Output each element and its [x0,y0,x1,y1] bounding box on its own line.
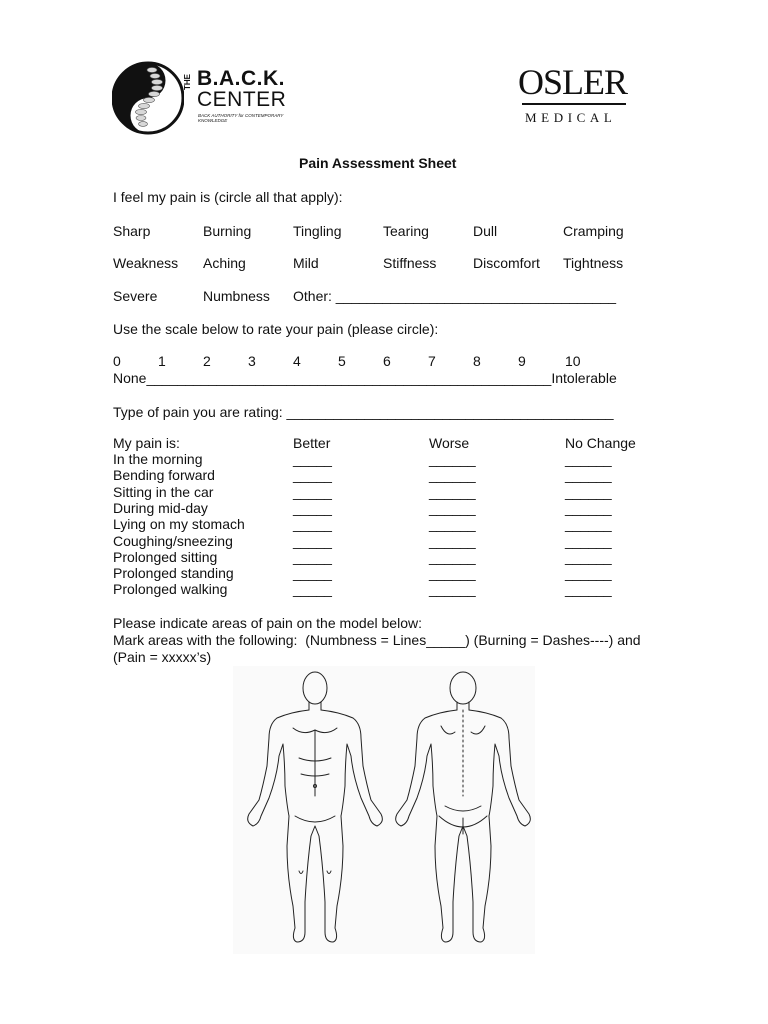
worse-blank[interactable]: ______ [429,499,476,516]
worse-blank[interactable]: ______ [429,467,476,484]
scale-line: None____________________________________________________Intolerable [113,370,617,386]
scale-1[interactable]: 1 [158,353,166,369]
mark-instructions-line2: (Pain = xxxxx’s) [113,649,212,665]
descriptor-mild[interactable]: Mild [293,255,319,271]
logo-back-text: B.A.C.K. [197,67,285,90]
mark-instructions-line1: Mark areas with the following: (Numbness = Lines_____) (Burning = Dashes----) and [113,632,641,648]
descriptor-other-field[interactable]: Other: ____________________________________ [293,288,617,304]
scale-6[interactable]: 6 [383,353,391,369]
worse-blank[interactable]: ______ [429,516,476,533]
worse-blank[interactable]: ______ [429,532,476,549]
worse-blank[interactable]: ______ [429,451,476,467]
table-header-worse: Worse [429,435,470,451]
scale-2[interactable]: 2 [203,353,211,369]
row-label: Bending forward [113,467,215,484]
row-label: Sitting in the car [113,483,214,500]
worse-blank[interactable]: ______ [429,581,476,598]
descriptor-tingling[interactable]: Tingling [293,223,342,239]
better-blank[interactable]: _____ [293,532,332,549]
no-change-blank[interactable]: ______ [565,451,612,467]
feel-prompt: I feel my pain is (circle all that apply): [113,189,343,205]
descriptor-burning[interactable]: Burning [203,223,252,239]
osler-rule [522,103,626,105]
osler-subtitle: MEDICAL [525,110,617,125]
page-title: Pain Assessment Sheet [299,155,457,171]
descriptor-numbness[interactable]: Numbness [203,288,270,304]
osler-name: OSLER [518,62,628,102]
descriptor-cramping[interactable]: Cramping [563,223,624,239]
row-label: Lying on my stomach [113,516,245,533]
worse-blank[interactable]: ______ [429,565,476,582]
table-header-my-pain: My pain is: [113,435,180,451]
better-blank[interactable]: _____ [293,467,332,484]
descriptor-tightness[interactable]: Tightness [563,255,624,271]
row-label: Coughing/sneezing [113,532,233,549]
spine-yin-yang-icon [112,58,184,138]
scale-10[interactable]: 10 [565,353,581,369]
worse-blank[interactable]: ______ [429,483,476,500]
scale-3[interactable]: 3 [248,353,256,369]
scale-8[interactable]: 8 [473,353,481,369]
no-change-blank[interactable]: ______ [565,581,612,598]
model-prompt: Please indicate areas of pain on the model below: [113,615,422,631]
descriptor-weakness[interactable]: Weakness [113,255,179,271]
descriptor-sharp[interactable]: Sharp [113,223,151,239]
logo-the-text: THE [183,74,192,90]
descriptor-dull[interactable]: Dull [473,223,498,239]
scale-0[interactable]: 0 [113,353,121,369]
better-blank[interactable]: _____ [293,499,332,516]
scale-4[interactable]: 4 [293,353,301,369]
row-label: Prolonged sitting [113,548,218,565]
row-label: Prolonged standing [113,565,234,582]
no-change-blank[interactable]: ______ [565,516,612,533]
row-label: During mid-day [113,499,208,516]
scale-prompt: Use the scale below to rate your pain (please circle): [113,321,439,337]
logo-tagline: BACK AUTHORITY for CONTEMPORARY KNOWLEDGE [198,113,284,123]
better-blank[interactable]: _____ [293,516,332,533]
body-model-diagram[interactable] [233,666,535,954]
pain-type-field[interactable]: Type of pain you are rating: __________________________________________ [113,404,614,420]
no-change-blank[interactable]: ______ [565,467,612,484]
scale-7[interactable]: 7 [428,353,436,369]
no-change-blank[interactable]: ______ [565,483,612,500]
no-change-blank[interactable]: ______ [565,499,612,516]
no-change-blank[interactable]: ______ [565,548,612,565]
better-blank[interactable]: _____ [293,548,332,565]
osler-medical-logo [518,60,633,130]
descriptor-severe[interactable]: Severe [113,288,158,304]
no-change-blank[interactable]: ______ [565,565,612,582]
scale-9[interactable]: 9 [518,353,526,369]
better-blank[interactable]: _____ [293,483,332,500]
table-header-no-change: No Change [565,435,636,451]
worse-blank[interactable]: ______ [429,548,476,565]
descriptor-tearing[interactable]: Tearing [383,223,429,239]
no-change-blank[interactable]: ______ [565,532,612,549]
row-label: Prolonged walking [113,581,228,598]
table-header-better: Better [293,435,331,451]
descriptor-stiffness[interactable]: Stiffness [383,255,437,271]
descriptor-discomfort[interactable]: Discomfort [473,255,540,271]
better-blank[interactable]: _____ [293,451,332,467]
row-label: In the morning [113,451,203,467]
better-blank[interactable]: _____ [293,581,332,598]
back-center-logo [112,58,287,138]
descriptor-aching[interactable]: Aching [203,255,246,271]
logo-center-text: CENTER [197,88,287,111]
better-blank[interactable]: _____ [293,565,332,582]
scale-5[interactable]: 5 [338,353,346,369]
